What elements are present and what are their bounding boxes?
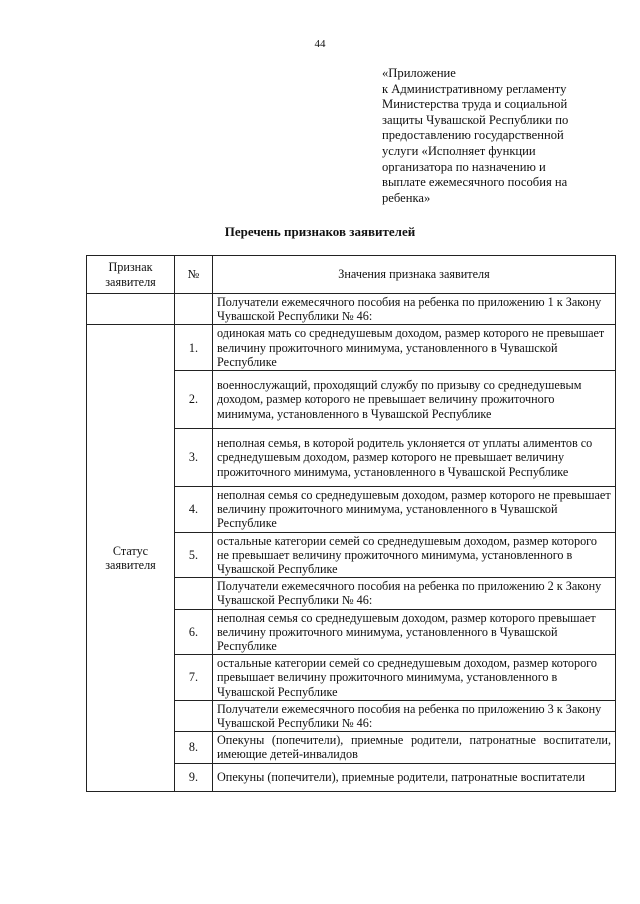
appendix-line: ребенка» [382, 190, 431, 205]
row-value: неполная семья, в которой родитель уклоняется от уплаты алиментов со среднедушевым доходом, размер которого не превышает величину прожиточного минимума, установленного в Чувашской Республике [213, 429, 616, 487]
table-row [87, 325, 616, 371]
row-number: 5. [175, 532, 213, 578]
table-header-row [87, 256, 616, 294]
appendix-line: «Приложение [382, 66, 456, 80]
row-value: Опекуны (попечители), приемные родители, патронатные воспитатели [213, 763, 616, 791]
row-number: 2. [175, 371, 213, 429]
appendix-line: услуги «Исполняет функции [382, 143, 536, 158]
document-title: Перечень признаков заявителей [224, 224, 416, 239]
header-number: № [175, 256, 213, 294]
appendix-line: Министерства труда и социальной [382, 97, 568, 112]
page-number: 44 [314, 38, 326, 50]
row-number [175, 578, 213, 609]
row-value: Опекуны (попечители), приемные родители, патронатные воспитатели, имеющие детей-инвалидов [213, 732, 616, 763]
row-number: 7. [175, 655, 213, 701]
appendix-note [382, 66, 622, 206]
row-value: Получатели ежемесячного пособия на ребенка по приложению 1 к Закону Чувашской Республики № 46: [213, 294, 616, 325]
row-value: Получатели ежемесячного пособия на ребенка по приложению 3 к Закону Чувашской Республики № 46: [213, 700, 616, 731]
row-number: 6. [175, 609, 213, 655]
status-label: Статус заявителя [87, 325, 175, 791]
row-value: военнослужащий, проходящий службу по призыву со среднедушевым доходом, размер которого не превышает величину прожиточного минимума, установленного в Чувашской Республике [213, 371, 616, 429]
appendix-line: к Административному регламенту [382, 81, 567, 96]
row-value: Получатели ежемесячного пособия на ребенка по приложению 2 к Закону Чувашской Республики № 46: [213, 578, 616, 609]
signs-table [86, 255, 616, 792]
row-value: остальные категории семей со среднедушевым доходом, размер которого не превышает величину прожиточного минимума, установленного в Чувашской Республике [213, 532, 616, 578]
row-number: 4. [175, 487, 213, 533]
header-sign: Признак заявителя [87, 256, 175, 294]
row-value: остальные категории семей со среднедушевым доходом, размер которого превышает величину прожиточного минимума, установленного в Чувашской Республике [213, 655, 616, 701]
appendix-line: организатора по назначению и [382, 159, 546, 174]
table-row [87, 294, 616, 325]
appendix-line: выплате ежемесячного пособия на [382, 175, 568, 190]
row-number: 3. [175, 429, 213, 487]
row-number: 8. [175, 732, 213, 763]
row-number [175, 294, 213, 325]
row-number: 1. [175, 325, 213, 371]
header-values: Значения признака заявителя [213, 256, 616, 294]
appendix-line: предоставлению государственной [382, 128, 564, 143]
row-number: 9. [175, 763, 213, 791]
row-value: одинокая мать со среднедушевым доходом, размер которого не превышает величину прожиточного минимума, установленного в Чувашской Республике [213, 325, 616, 371]
empty-cell [87, 294, 175, 325]
appendix-line: защиты Чувашской Республики по [382, 112, 569, 127]
row-value: неполная семья со среднедушевым доходом, размер которого превышает величину прожиточного минимума, установленного в Чувашской Республике [213, 609, 616, 655]
row-value: неполная семья со среднедушевым доходом, размер которого не превышает величину прожиточного минимума, установленного в Чувашской Республике [213, 487, 616, 533]
row-number [175, 700, 213, 731]
